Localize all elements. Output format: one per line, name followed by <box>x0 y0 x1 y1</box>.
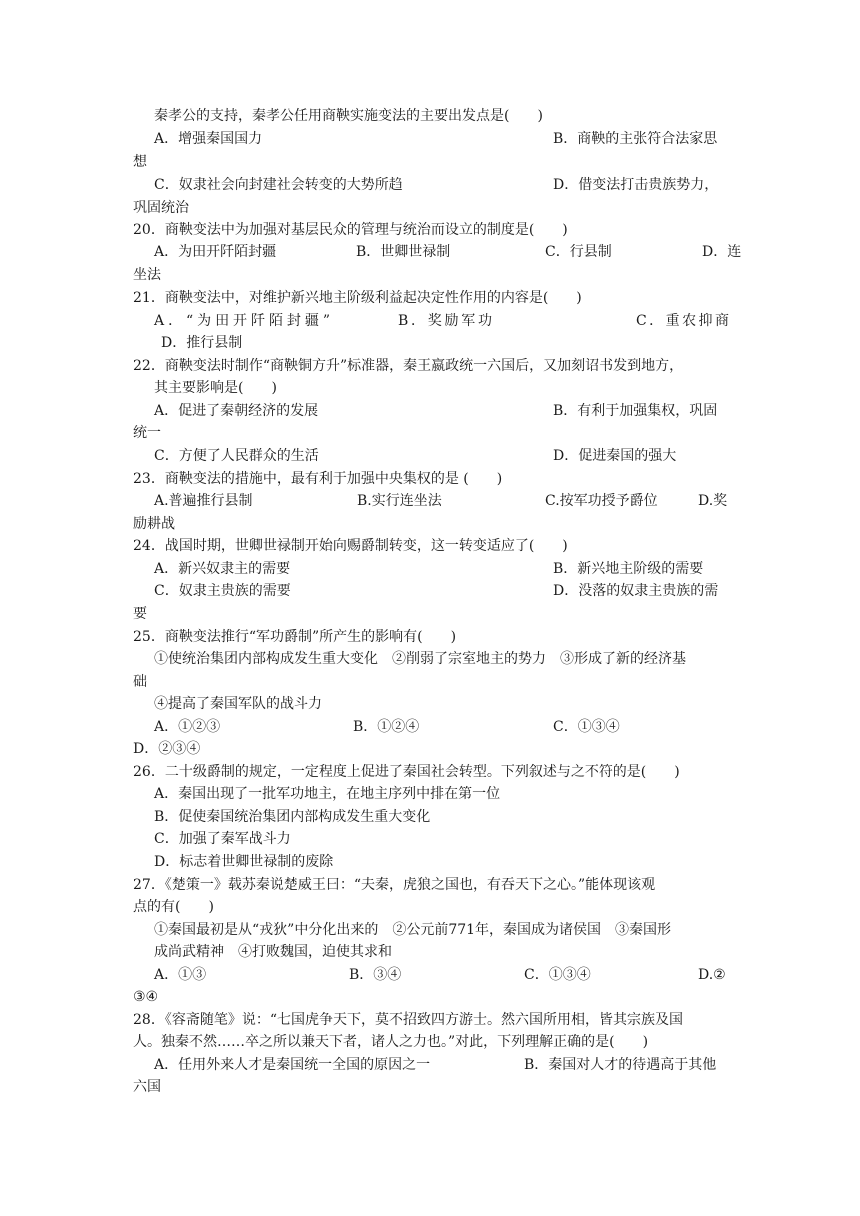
q24-option-d: D．没落的奴隶主贵族的需 <box>553 583 719 599</box>
q22-option-b: B．有利于加强集权，巩固 <box>553 403 718 419</box>
q27-option-c: C．①③④ <box>524 967 591 983</box>
q26-option-d: D．标志着世卿世禄制的废除 <box>154 854 334 870</box>
q26-stem: 26．二十级爵制的规定，一定程度上促进了秦国社会转型。下列叙述与之不符的是( ) <box>133 764 680 780</box>
q23-option-a: A.普遍推行县制 <box>154 493 253 509</box>
q19-stem-cont: 秦孝公的支持，秦孝公任用商鞅实施变法的主要出发点是( ) <box>154 108 543 124</box>
q25-statements: ①使统治集团内部构成发生重大变化 ②削弱了宗室地主的势力 ③形成了新的经济基 <box>154 651 686 667</box>
q22-stem-cont: 其主要影响是( ) <box>154 380 277 396</box>
q28-stem-cont: 人。独秦不然……卒之所以兼天下者，诸人之力也。”对此，下列理解正确的是( ) <box>133 1034 649 1050</box>
q28-stem: 28．《容斋随笔》说：“七国虎争天下，莫不招致四方游士。然六国所用相，皆其宗族及国 <box>133 1012 683 1028</box>
q27-stem: 27．《楚策一》载苏秦说楚威王曰：“夫秦，虎狼之国也，有吞天下之心。”能体现该观 <box>133 877 656 893</box>
q20-option-c: C．行县制 <box>545 244 612 260</box>
q27-option-d-wrap: ③④ <box>133 989 159 1005</box>
q25-stem: 25．商鞅变法推行“军功爵制”所产生的影响有( ) <box>133 629 457 645</box>
q19-option-a: A．增强秦国国力 <box>154 131 263 147</box>
q21-option-c: C．重农抑商 <box>636 313 729 329</box>
q27-option-b: B．③④ <box>349 967 402 983</box>
q24-option-a: A．新兴奴隶主的需要 <box>154 561 291 577</box>
q25-option-b: B．①②④ <box>353 719 420 735</box>
q23-option-c: C.按军功授予爵位 <box>545 493 658 509</box>
q20-option-d: D．连 <box>702 244 742 260</box>
q24-option-d-wrap: 要 <box>133 606 147 622</box>
q23-stem: 23．商鞅变法的措施中，最有利于加强中央集权的是 ( ) <box>133 471 503 487</box>
q26-option-b: B．促使秦国统治集团内部构成发生重大变化 <box>154 809 431 825</box>
q21-option-d: D．推行县制 <box>161 335 243 351</box>
q27-statements-wrap: 成尚武精神 ④打败魏国，迫使其求和 <box>154 944 392 960</box>
q24-option-b: B．新兴地主阶级的需要 <box>553 561 704 577</box>
q23-option-b: B.实行连坐法 <box>357 493 442 509</box>
q22-option-c: C．方便了人民群众的生活 <box>154 448 319 464</box>
q28-option-b-wrap: 六国 <box>133 1079 161 1095</box>
q23-option-d-wrap: 励耕战 <box>133 516 175 532</box>
q19-option-b-wrap: 想 <box>133 154 147 170</box>
q19-option-d: D．借变法打击贵族势力， <box>553 177 719 193</box>
q24-stem: 24．战国时期，世卿世禄制开始向赐爵制转变，这一转变适应了( ) <box>133 538 568 554</box>
q25-statements-wrap: 础 <box>133 674 147 690</box>
q27-option-d: D.② <box>698 967 726 983</box>
q22-option-b-wrap: 统一 <box>133 425 161 441</box>
q22-stem: 22．商鞅变法时制作“商鞅铜方升”标准器，秦王嬴政统一六国后，又加刻诏书发到地方， <box>133 358 684 374</box>
q22-option-a: A．促进了秦朝经济的发展 <box>154 403 319 419</box>
q28-option-b: B．秦国对人才的待遇高于其他 <box>524 1057 717 1073</box>
q27-statements: ①秦国最初是从“戎狄”中分化出来的 ②公元前771年，秦国成为诸侯国 ③秦国形 <box>154 922 672 938</box>
q25-option-d: D．②③④ <box>133 741 201 757</box>
q25-statement-4: ④提高了秦国军队的战斗力 <box>154 696 322 712</box>
q25-option-c: C．①③④ <box>553 719 620 735</box>
q19-option-d-wrap: 巩固统治 <box>133 200 189 216</box>
q24-option-c: C．奴隶主贵族的需要 <box>154 583 291 599</box>
q26-option-a: A．秦国出现了一批军功地主，在地主序列中排在第一位 <box>154 786 501 802</box>
q20-option-b: B．世卿世禄制 <box>356 244 451 260</box>
q25-option-a: A．①②③ <box>154 719 221 735</box>
q28-option-a: A．任用外来人才是秦国统一全国的原因之一 <box>154 1057 431 1073</box>
q26-option-c: C．加强了秦军战斗力 <box>154 831 291 847</box>
q20-stem: 20．商鞅变法中为加强对基层民众的管理与统治而设立的制度是( ) <box>133 222 568 238</box>
q27-stem-cont: 点的有( ) <box>133 899 214 915</box>
q20-option-d-wrap: 坐法 <box>133 267 161 283</box>
q21-option-b: B．奖励军功 <box>398 313 492 329</box>
q21-stem: 21．商鞅变法中，对维护新兴地主阶级利益起决定性作用的内容是( ) <box>133 290 582 306</box>
q19-option-c: C．奴隶社会向封建社会转变的大势所趋 <box>154 177 403 193</box>
q22-option-d: D．促进秦国的强大 <box>553 448 677 464</box>
q19-option-b: B．商鞅的主张符合法家思 <box>553 131 718 147</box>
q23-option-d: D.奖 <box>698 493 728 509</box>
q20-option-a: A．为田开阡陌封疆 <box>154 244 277 260</box>
q27-option-a: A．①③ <box>154 967 207 983</box>
q21-option-a: A．“为田开阡陌封疆” <box>154 313 330 329</box>
